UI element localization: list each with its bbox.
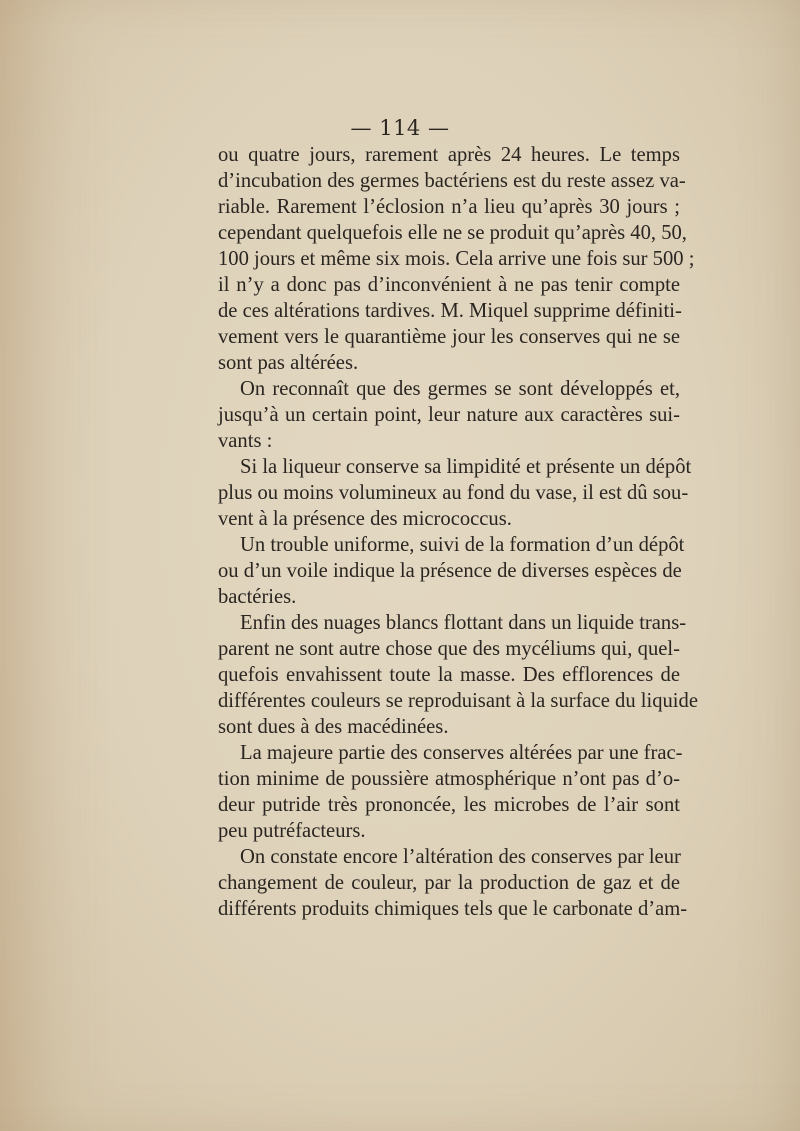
text-line: de ces altérations tardives. M. Miquel supprime définiti-	[218, 300, 682, 322]
text-line: On reconnaît que des germes se sont développés et,	[240, 378, 680, 400]
text-line: riable. Rarement l’éclosion n’a lieu qu’après 30 jours ;	[218, 196, 680, 218]
text-line: tion minime de poussière atmosphérique n’ont pas d’o-	[218, 768, 680, 790]
text-line: différentes couleurs se reproduisant à la surface du liquide	[218, 690, 698, 712]
text-line: Un trouble uniforme, suivi de la formation d’un dépôt	[240, 534, 685, 556]
text-line: ou d’un voile indique la présence de diverses espèces de	[218, 560, 682, 582]
text-line: d’incubation des germes bactériens est du reste assez va-	[218, 170, 686, 192]
text-line: vent à la présence des micrococcus.	[218, 508, 512, 530]
text-line: plus ou moins volumineux au fond du vase, il est dû sou-	[218, 482, 689, 504]
text-line: bactéries.	[218, 586, 297, 608]
text-line: sont pas altérées.	[218, 352, 359, 374]
text-line: vement vers le quarantième jour les conserves qui ne se	[218, 326, 680, 348]
text-line: sont dues à des macédinées.	[218, 716, 449, 738]
text-line: il n’y a donc pas d’inconvénient à ne pas tenir compte	[218, 274, 680, 296]
text-line: quefois envahissent toute la masse. Des efflorences de	[218, 664, 680, 686]
text-line: changement de couleur, par la production de gaz et de	[218, 872, 680, 894]
text-line: La majeure partie des conserves altérées par une frac-	[240, 742, 683, 764]
text-line: Si la liqueur conserve sa limpidité et présente un dépôt	[240, 456, 692, 478]
text-line: parent ne sont autre chose que des mycéliums qui, quel-	[218, 638, 680, 660]
text-line: On constate encore l’altération des conserves par leur	[240, 846, 681, 868]
body-text	[218, 142, 698, 922]
text-line: jusqu’à un certain point, leur nature aux caractères sui-	[218, 404, 680, 426]
page-number: — 114 —	[350, 116, 450, 140]
text-line: ou quatre jours, rarement après 24 heures. Le temps	[218, 144, 680, 166]
text-line: peu putréfacteurs.	[218, 820, 366, 842]
text-line: deur putride très prononcée, les microbes de l’air sont	[218, 794, 680, 816]
text-line: 100 jours et même six mois. Cela arrive une fois sur 500 ;	[218, 248, 695, 270]
text-line: Enfin des nuages blancs flottant dans un liquide trans-	[240, 612, 687, 634]
text-line: différents produits chimiques tels que le carbonate d’am-	[218, 898, 688, 920]
text-line: cependant quelquefois elle ne se produit qu’après 40, 50,	[218, 222, 687, 244]
text-line: vants :	[218, 430, 273, 452]
